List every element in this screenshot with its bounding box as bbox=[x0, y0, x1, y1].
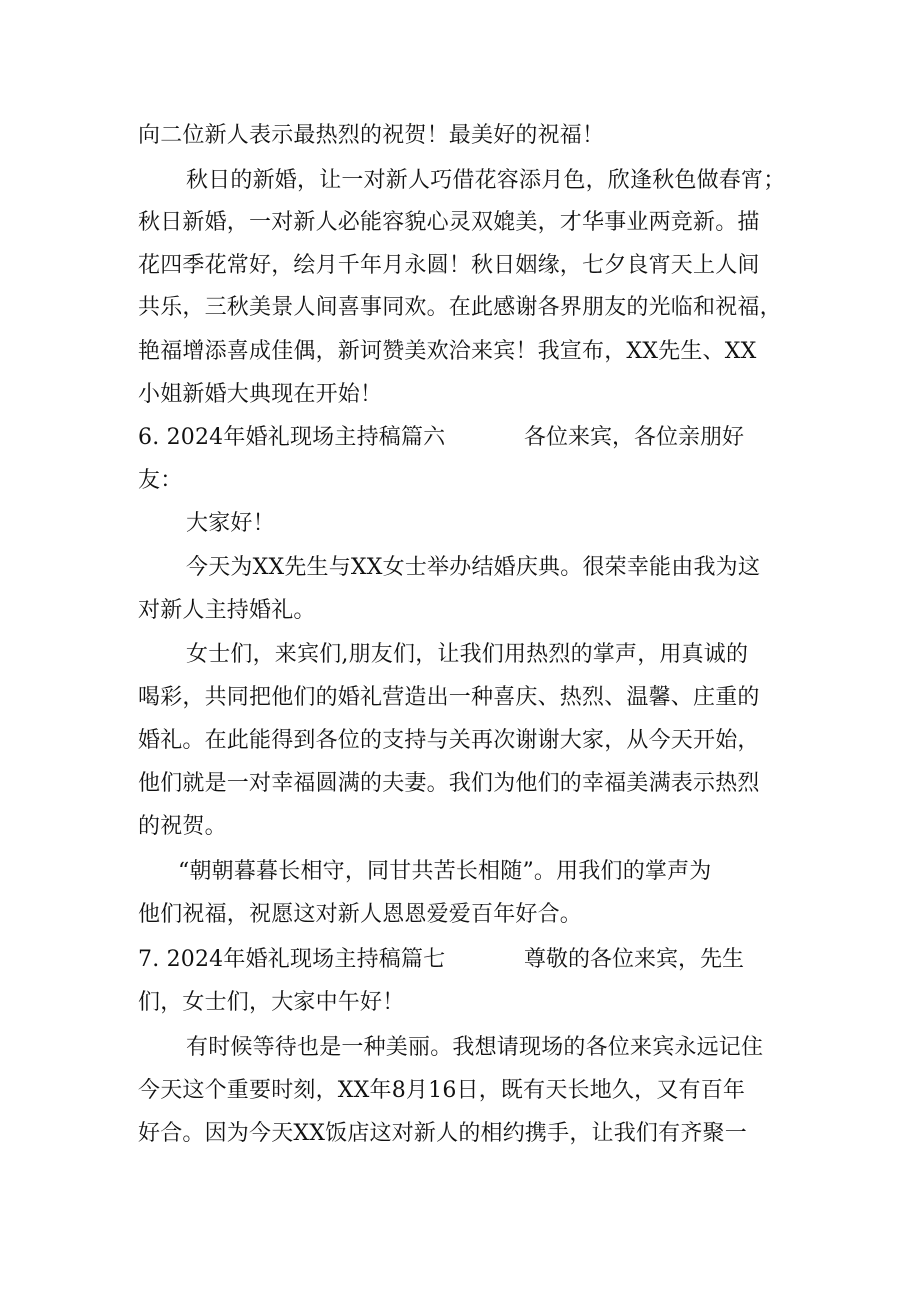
section-heading-continuation: 各位来宾，各位亲朋好 bbox=[524, 425, 745, 450]
text-line: 花四季花常好，绘月千年月永圆！秋日姻缘，七夕良宵天上人间 bbox=[138, 253, 760, 278]
text-line: 喝彩，共同把他们的婚礼营造出一种喜庆、热烈、温馨、庄重的 bbox=[138, 685, 760, 710]
text-line: 艳福增添喜成佳偶，新诃赞美欢洽来宾！我宣布，XX先生、XX bbox=[138, 339, 757, 364]
text-line: 共乐，三秋美景人间喜事同欢。在此感谢各界朋友的光临和祝福， bbox=[138, 295, 782, 320]
text-line: 的祝贺。 bbox=[138, 814, 227, 839]
text-line: 今天这个重要时刻，XX年8月16日，既有天长地久，又有百年 bbox=[138, 1078, 746, 1103]
section-heading: 6. 2024年婚礼现场主持稿篇六 bbox=[138, 425, 446, 450]
text-line: 秋日的新婚，让一对新人巧借花容添月色，欣逢秋色做春宵； bbox=[186, 168, 786, 193]
text-line: 对新人主持婚礼。 bbox=[138, 598, 316, 623]
text-line: 们，女士们，大家中午好！ bbox=[138, 990, 405, 1015]
text-line: 好合。因为今天XX饭店这对新人的相约携手，让我们有齐聚一 bbox=[138, 1121, 747, 1146]
text-line: “朝朝暮暮长相守，同甘共苦长相随”。用我们的掌声为 bbox=[178, 859, 712, 884]
section-heading-continuation: 尊敬的各位来宾，先生 bbox=[524, 947, 745, 972]
text-line: 向二位新人表示最热烈的祝贺！最美好的祝福！ bbox=[138, 123, 605, 148]
text-line: 秋日新婚，一对新人必能容貌心灵双媲美，才华事业两竞新。描 bbox=[138, 210, 760, 235]
text-line: 友： bbox=[138, 468, 183, 493]
text-line: 大家好！ bbox=[186, 511, 275, 536]
text-line: 小姐新婚大典现在开始！ bbox=[138, 382, 383, 407]
text-line: 他们祝福，祝愿这对新人恩恩爱爱百年好合。 bbox=[138, 902, 583, 927]
text-line: 婚礼。在此能得到各位的支持与关再次谢谢大家，从今天开始， bbox=[138, 728, 760, 753]
text-line: 他们就是一对幸福圆满的夫妻。我们为他们的幸福美满表示热烈 bbox=[138, 771, 760, 796]
section-heading: 7. 2024年婚礼现场主持稿篇七 bbox=[138, 947, 446, 972]
text-line: 有时候等待也是一种美丽。我想请现场的各位来宾永远记住 bbox=[186, 1035, 764, 1060]
text-line: 今天为XX先生与XX女士举办结婚庆典。很荣幸能由我为这 bbox=[186, 555, 761, 580]
text-line: 女士们，来宾们,朋友们，让我们用热烈的掌声，用真诚的 bbox=[186, 642, 749, 667]
